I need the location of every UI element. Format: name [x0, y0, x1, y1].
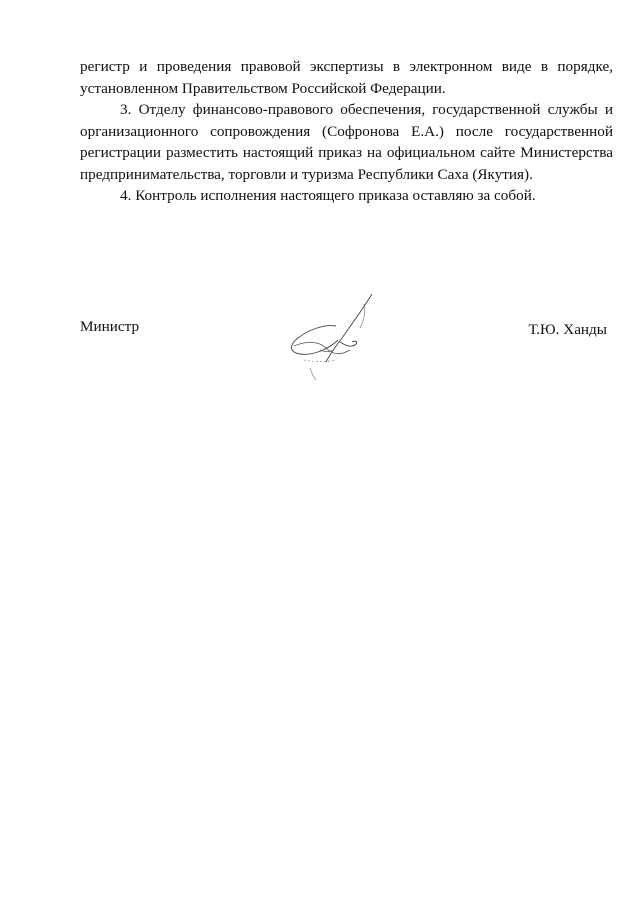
- signature-block: [80, 318, 613, 368]
- handwritten-signature: [280, 290, 392, 382]
- signer-name: Т.Ю. Ханды: [528, 321, 607, 338]
- paragraph-item-4: 4. Контроль исполнения настоящего приказа оставляю за собой.: [120, 187, 536, 204]
- paragraph-item-3: 3. Отделу финансово-правового обеспечения, государственной службы и организационного сопровождения (Софронова Е.А.) после государственной регистрации разместить настоящий приказ на официальном сайте Министерства предпринимательства, торговли и туризма Республики Саха (Якутия).: [80, 101, 613, 183]
- signer-title: Министр: [80, 318, 140, 335]
- paragraph-continuation: регистр и проведения правовой экспертизы в электронном виде в порядке, установленном Правительством Российской Федерации.: [80, 58, 613, 97]
- document-body: [80, 56, 613, 207]
